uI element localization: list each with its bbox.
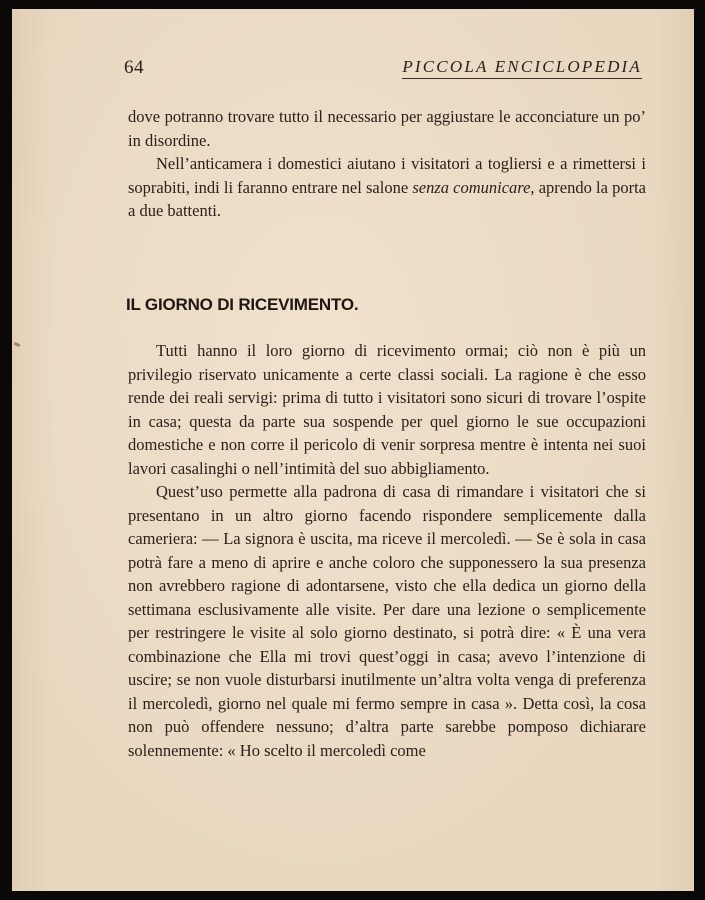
margin-speck	[14, 342, 21, 347]
running-title: PICCOLA ENCICLOPEDIA	[402, 57, 642, 79]
section-body	[128, 339, 646, 762]
section-heading: IL GIORNO DI RICEVIMENTO.	[126, 295, 359, 314]
emphasis-text: senza comunicare,	[412, 177, 535, 197]
page-header	[124, 57, 642, 87]
page-number: 64	[124, 57, 144, 78]
paragraph-text: Nell’anticamera i domestici aiutano i visitatori a togliersi e a rimettersi i soprabiti, indi li faranno entrare nel salone	[128, 154, 646, 197]
paragraph-uso: Quest’uso permette alla padrona di casa di rimandare i visitatori che si presentano in un altro giorno facendo rispondere semplicemente dalla cameriera: — La signora è uscita, ma riceve il mercoledì. — Se è sola in casa potrà fare a meno di aprire e anche coloro che supponessero la sua presenza non avrebbero ragione di adontarsene, visto che ella dedica un giorno della settimana esclusivamente alle visite. Per dare una lezione o semplicemente per restringere le visite al solo giorno destinato, si potrà dire: « È una vera combinazione che Ella mi trovi quest’oggi in casa; avevo l’intenzione di uscire; se non vuole disturbarsi inutilmente un’altra volta venga di preferenza il mercoledì, giorno nel quale mi fermo sempre in casa ». Detta così, la cosa non può offendere nessuno; d’altra parte sarebbe pomposo dichiarare solennemente: « Ho scelto il mercoledì come	[128, 482, 646, 760]
paragraph-text-end: aprendo la porta a due battenti.	[128, 177, 646, 220]
book-page	[12, 9, 694, 891]
paragraph-continued: dove potranno trovare tutto il necessario per aggiustare le acconciature un po’ in disordine.	[128, 107, 646, 150]
paragraph-anticamera	[128, 152, 646, 223]
paragraph-ricevimento: Tutti hanno il loro giorno di ricevimento ormai; ciò non è più un privilegio riservato unicamente a certe classi sociali. La ragione è che esso rende dei reali servigi: prima di tutto i visitatori sono sicuri di trovare l’ospite in casa; questa da parte sua sospende per quel giorno le sue occupazioni domestiche e non corre il pericolo di venir sorpresa mentre è intenta nei suoi lavori casalinghi o nell’intimità del suo abbigliamento.	[128, 341, 646, 478]
section-continuation	[128, 105, 646, 223]
